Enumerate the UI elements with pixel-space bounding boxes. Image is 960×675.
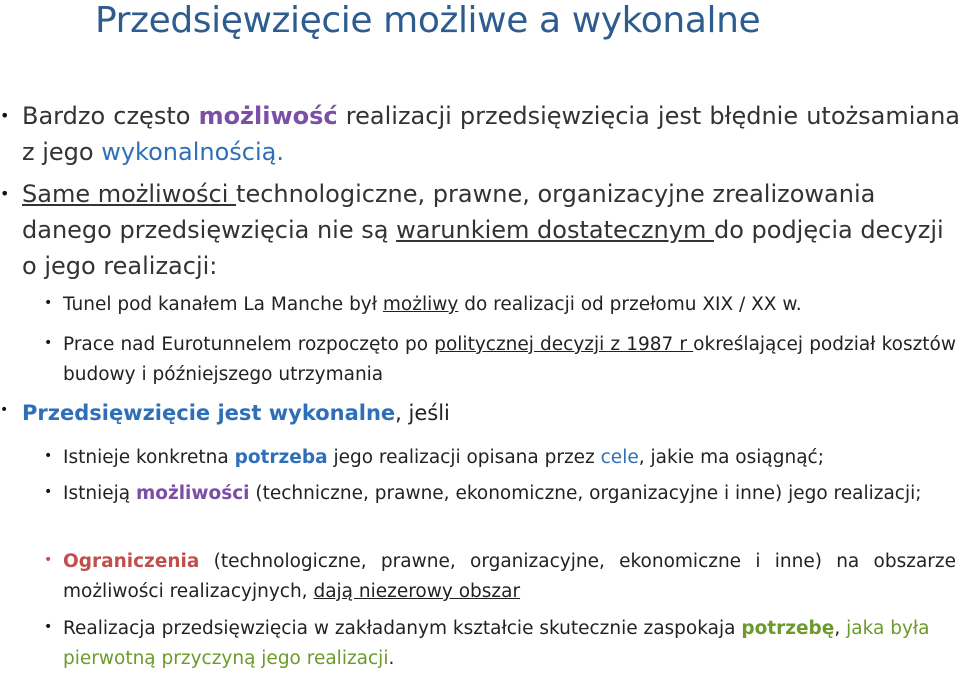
text-segment: do podjęcia decyzji o jego realizacji: xyxy=(22,216,944,280)
bullet-1-text xyxy=(22,98,960,170)
text-segment: , jeśli xyxy=(395,401,450,425)
bullet-dot: • xyxy=(0,402,9,418)
bullet-dot: • xyxy=(44,619,53,635)
underlined-text: dają niezerowy obszar xyxy=(313,581,521,602)
highlight-potrzebe: potrzebę xyxy=(741,618,835,639)
text-segment: , jakie ma osiągnąć; xyxy=(638,447,824,468)
bullet-dot: • xyxy=(44,484,53,500)
text-segment: Realizacja przedsięwzięcia w zakładanym kształcie skutecznie zaspokaja xyxy=(63,618,742,639)
text-segment: (technologiczne, prawne, organizacyjne, ekonomiczne i inne) na obszarze możliwości realizacyjnych, xyxy=(63,551,956,602)
highlight-cele: cele xyxy=(600,447,639,468)
sub-bullet-3-text xyxy=(63,443,956,473)
underlined-text: możliwy xyxy=(382,294,459,315)
bullet-dot: • xyxy=(44,552,53,568)
text-segment: określającej podział kosztów budowy i późniejszego utrzymania xyxy=(63,334,956,385)
text-segment: do realizacji od przełomu XIX / XX w. xyxy=(458,294,802,315)
underlined-text: politycznej decyzji z 1987 r xyxy=(434,334,694,355)
text-segment: Tunel pod kanałem La Manche był xyxy=(63,294,383,315)
text-segment: technologiczne, prawne, organizacyjne zrealizowania danego przedsięwzięcia nie są xyxy=(22,180,876,244)
sub-bullet-2-text xyxy=(63,330,956,390)
sub-bullet-6-text xyxy=(63,614,956,674)
bullet-dot: • xyxy=(44,295,53,311)
text-segment: , xyxy=(834,618,847,639)
bullet-dot: • xyxy=(0,184,10,203)
text-segment: Bardzo często xyxy=(22,102,199,130)
sub-bullet-4-text xyxy=(63,479,956,509)
text-segment: Istnieją xyxy=(63,483,136,504)
highlight-mozliwosc: możliwość xyxy=(198,102,338,130)
highlight-mozliwosci: możliwości xyxy=(135,483,250,504)
bullet-dot: • xyxy=(0,106,10,125)
bullet-3-text xyxy=(22,397,450,429)
underlined-text: warunkiem dostatecznym xyxy=(396,216,714,244)
text-segment: . xyxy=(388,648,395,669)
sub-bullet-5-text xyxy=(63,547,956,607)
bullet-2-text xyxy=(22,176,960,284)
bullet-dot: • xyxy=(44,448,53,464)
text-segment: (techniczne, prawne, ekonomiczne, organizacyjne i inne) jego realizacji; xyxy=(249,483,922,504)
highlight-ograniczenia: Ograniczenia xyxy=(63,551,200,572)
bullet-dot: • xyxy=(44,335,53,351)
sub-bullet-1-text xyxy=(63,290,956,320)
highlight-wykonalne: Przedsięwzięcie jest wykonalne xyxy=(22,401,396,425)
text-segment: Prace nad Eurotunnelem rozpoczęto po xyxy=(63,334,435,355)
green-text: jaka była pierwotną przyczyną jego realizacji xyxy=(63,618,930,669)
text-segment: realizacji przedsięwzięcia jest błędnie utożsamiana z jego xyxy=(22,102,960,166)
underlined-text: Same możliwości xyxy=(22,180,237,208)
highlight-potrzeba: potrzeba xyxy=(234,447,328,468)
highlight-wykonalnoscia: wykonalnością. xyxy=(101,138,284,166)
slide-title: Przedsięwzięcie możliwe a wykonalne xyxy=(95,0,761,41)
text-segment: Istnieje konkretna xyxy=(63,447,235,468)
text-segment: jego realizacji opisana przez xyxy=(327,447,601,468)
